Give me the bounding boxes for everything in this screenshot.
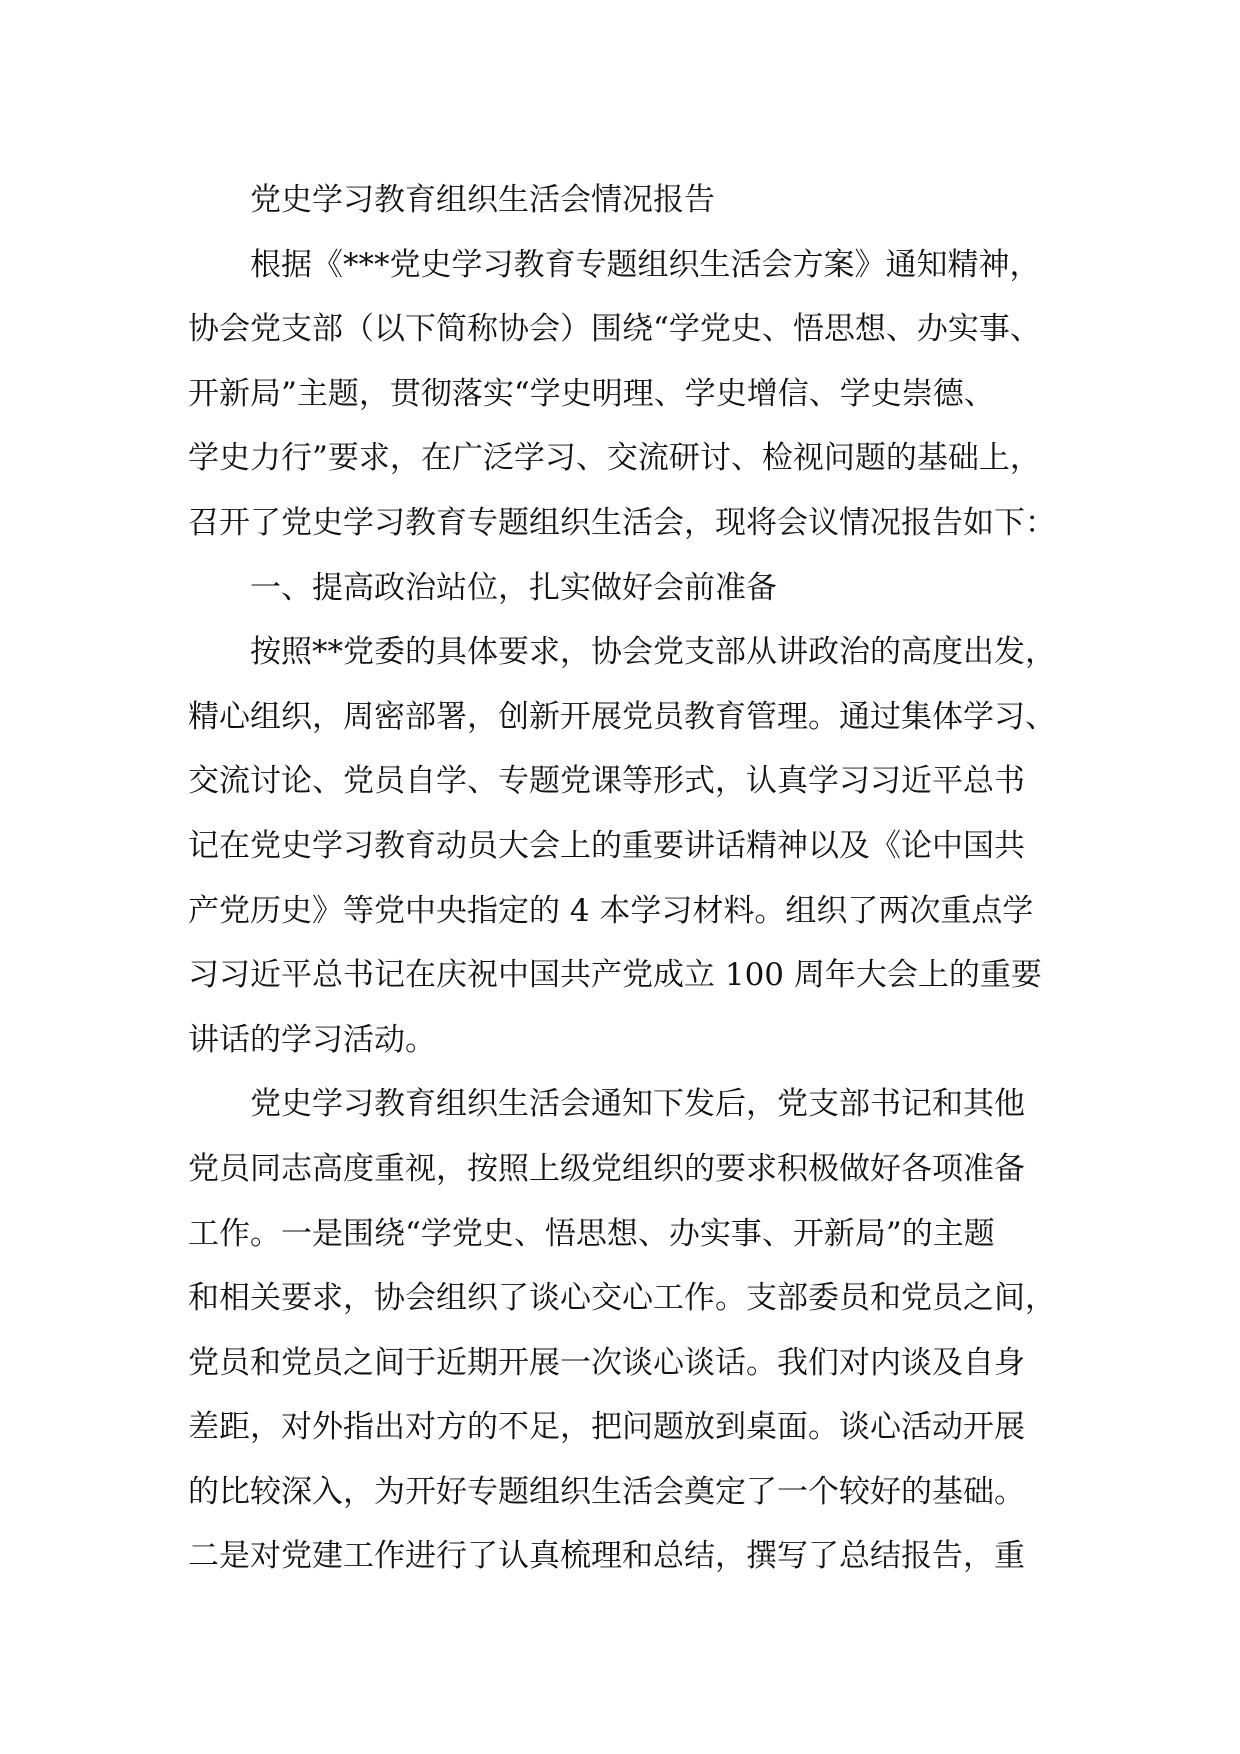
paragraph-line: 记在党史学习教育动员大会上的重要讲话精神以及《论中国共 <box>188 827 1025 864</box>
paragraph-line: 按照**党委的具体要求，协会党支部从讲政治的高度出发， <box>250 634 1056 671</box>
document-title: 党史学习教育组织生活会情况报告 <box>250 182 715 218</box>
paragraph-line: 讲话的学习活动。 <box>188 1021 436 1058</box>
paragraph-line: 的比较深入，为开好专题组织生活会奠定了一个较好的基础。 <box>188 1473 1025 1510</box>
paragraph-preparation <box>188 620 1088 1072</box>
paragraph-line: 党员同志高度重视，按照上级党组织的要求积极做好各项准备 <box>188 1150 1025 1187</box>
paragraph-line: 党史学习教育组织生活会通知下发后，党支部书记和其他 <box>250 1086 1025 1123</box>
section-heading: 一、提高政治站位，扎实做好会前准备 <box>250 569 777 606</box>
paragraph-line: 党员和党员之间于近期开展一次谈心谈话。我们对内谈及自身 <box>188 1344 1025 1381</box>
paragraph-notice <box>188 1072 1088 1589</box>
paragraph-line: 习习近平总书记在庆祝中国共产党成立 100 周年大会上的重要 <box>188 957 1042 994</box>
paragraph-line: 学史力行”要求，在广泛学习、交流研讨、检视问题的基础上， <box>188 440 1041 477</box>
paragraph-line: 工作。一是围绕“学党史、悟思想、办实事、开新局”的主题 <box>188 1215 995 1252</box>
paragraph-line: 产党历史》等党中央指定的 4 本学习材料。组织了两次重点学 <box>188 892 1034 929</box>
document-body <box>188 168 1088 1589</box>
paragraph-line: 根据《***党史学习教育专题组织生活会方案》通知精神， <box>250 246 1041 283</box>
paragraph-line: 精心组织，周密部署，创新开展党员教育管理。通过集体学习、 <box>188 698 1056 735</box>
paragraph-line: 二是对党建工作进行了认真梳理和总结，撰写了总结报告，重 <box>188 1538 1025 1575</box>
paragraph-line: 交流讨论、党员自学、专题党课等形式，认真学习习近平总书 <box>188 763 1025 800</box>
paragraph-intro <box>188 233 1088 556</box>
paragraph-line: 差距，对外指出对方的不足，把问题放到桌面。谈心活动开展 <box>188 1409 1025 1446</box>
paragraph-line: 召开了党史学习教育专题组织生活会，现将会议情况报告如下： <box>188 504 1056 541</box>
paragraph-line: 开新局”主题，贯彻落实“学史明理、学史增信、学史崇德、 <box>188 375 995 412</box>
paragraph-line: 和相关要求，协会组织了谈心交心工作。支部委员和党员之间， <box>188 1280 1056 1317</box>
paragraph-line: 协会党支部（以下简称协会）围绕“学党史、悟思想、办实事、 <box>188 311 1041 348</box>
